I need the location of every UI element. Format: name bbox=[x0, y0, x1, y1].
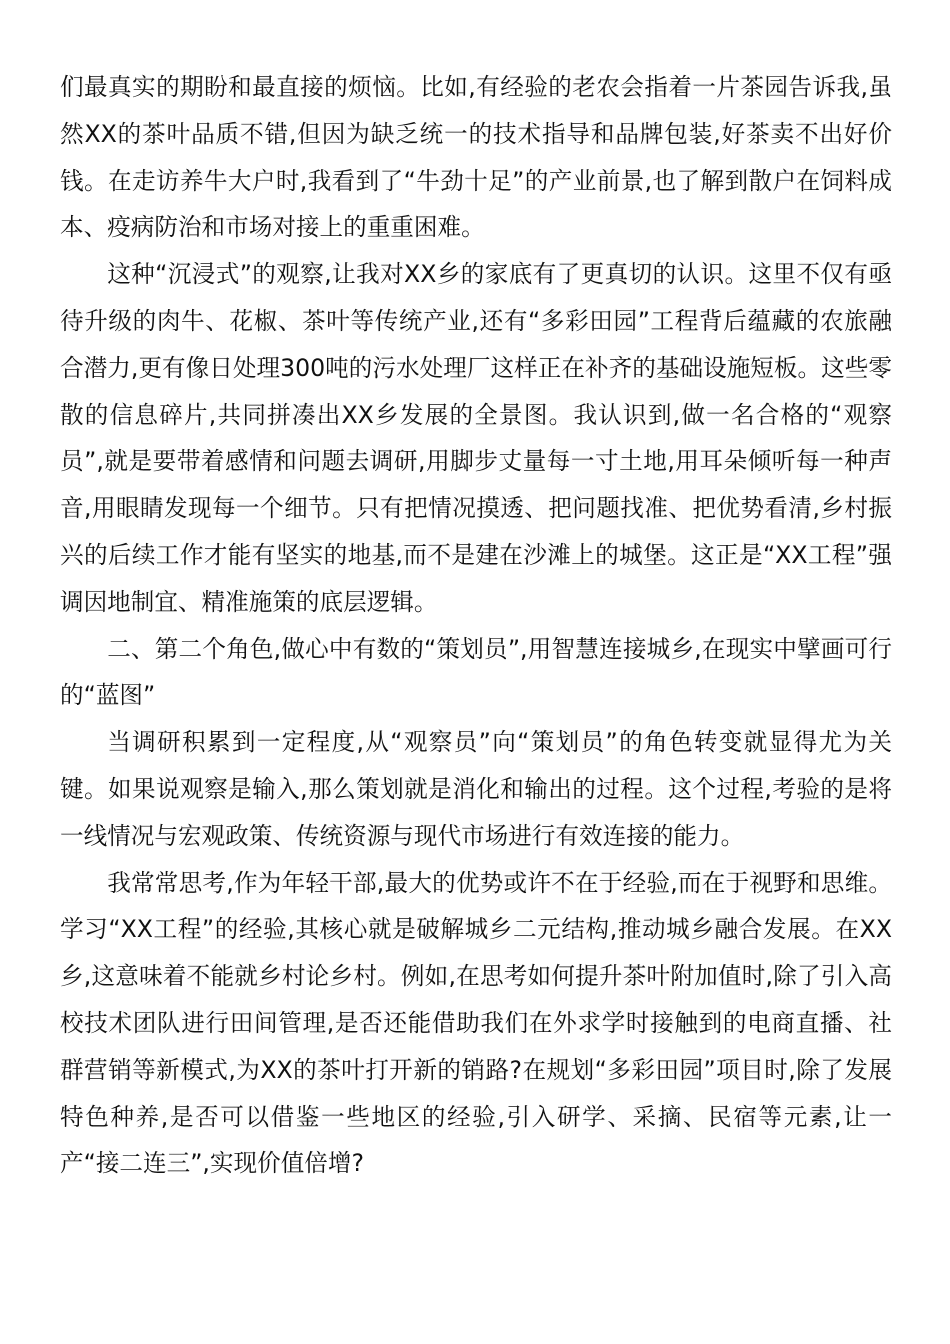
paragraph-young-cadre-thinking: 我常常思考,作为年轻干部,最大的优势或许不在于经验,而在于视野和思维。学习“XX工程”的经验,其核心就是破解城乡二元结构,推动城乡融合发展。在XX乡,这意味着不能就乡村论乡村。例如,在思考如何提升茶叶附加值时,除了引入高校技术团队进行田间管理,是否还能借助我们在外求学时接触到的电商直播、社群营销等新模式,为XX的茶叶打开新的销路?在规划“多彩田园”项目时,除了发展特色种养,是否可以借鉴一些地区的经验,引入研学、采摘、民宿等元素,让一产“接二连三”,实现价值倍增? bbox=[60, 868, 892, 1178]
paragraph-observer-reflection: 这种“沉浸式”的观察,让我对XX乡的家底有了更真切的认识。这里不仅有亟待升级的肉牛、花椒、茶叶等传统产业,还有“多彩田园”工程背后蕴藏的农旅融合潜力,更有像日处理300吨的污水处理厂这样正在补齐的基础设施短板。这些零散的信息碎片,共同拼凑出XX乡发展的全景图。我认识到,做一名合格的“观察员”,就是要带着感情和问题去调研,用脚步丈量每一寸土地,用耳朵倾听每一种声音,用眼睛发现每一个细节。只有把情况摸透、把问题找准、把优势看清,乡村振兴的后续工作才能有坚实的地基,而不是建在沙滩上的城堡。这正是“XX工程”强调因地制宜、精准施策的底层逻辑。 bbox=[60, 260, 892, 616]
section-heading-planner: 二、第二个角色,做心中有数的“策划员”,用智慧连接城乡,在现实中擘画可行的“蓝图” bbox=[60, 634, 892, 710]
paragraph-role-transition: 当调研积累到一定程度,从“观察员”向“策划员”的角色转变就显得尤为关键。如果说观察是输入,那么策划就是消化和输出的过程。这个过程,考验的是将一线情况与宏观政策、传统资源与现代市场进行有效连接的能力。 bbox=[60, 728, 892, 850]
paragraph-continuation: 们最真实的期盼和最直接的烦恼。比如,有经验的老农会指着一片茶园告诉我,虽然XX的茶叶品质不错,但因为缺乏统一的技术指导和品牌包装,好茶卖不出好价钱。在走访养牛大户时,我看到了“牛劲十足”的产业前景,也了解到散户在饲料成本、疫病防治和市场对接上的重重困难。 bbox=[60, 73, 892, 242]
document-page bbox=[60, 64, 892, 1187]
